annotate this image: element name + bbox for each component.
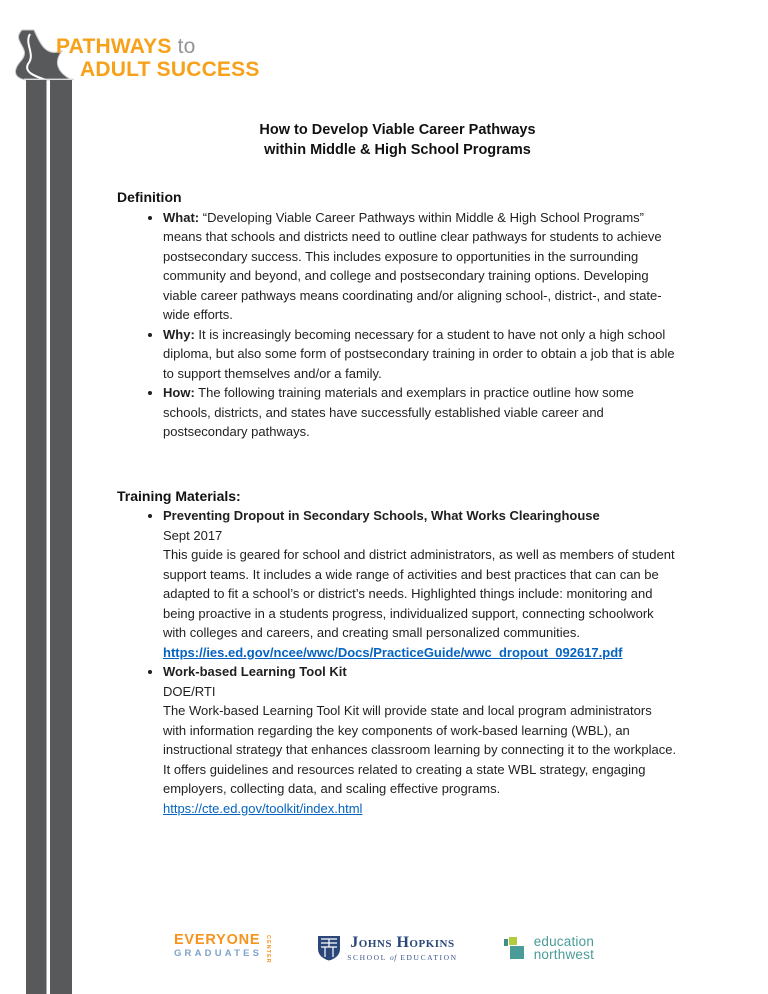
definition-bullet-what bbox=[163, 208, 678, 325]
of-label: of bbox=[390, 952, 397, 962]
northwest-label: northwest bbox=[533, 947, 595, 963]
brand-pathways: PATHWAYS bbox=[56, 35, 172, 58]
training-item-title: • Preventing Dropout in Secondary Schools, What Works Clearinghouse bbox=[163, 508, 600, 523]
bullet-label: What: bbox=[163, 209, 200, 225]
education-northwest-logo bbox=[504, 935, 594, 961]
everyone-graduates-text bbox=[174, 933, 262, 959]
center-label: CENTER bbox=[265, 935, 272, 964]
johns-hopkins-logo bbox=[317, 935, 457, 962]
toolkit-link[interactable]: https://cte.ed.gov/toolkit/index.html bbox=[163, 800, 363, 816]
brand-adult-success: ADULT SUCCESS bbox=[80, 58, 260, 81]
education-label: EDUCATION bbox=[400, 952, 458, 962]
practice-guide-link[interactable]: https://ies.ed.gov/ncee/wwc/Docs/PracticeGuide/wwc_dropout_092617.pdf bbox=[163, 644, 623, 660]
page-title-line2: within Middle & High School Programs bbox=[264, 142, 531, 158]
bullet-label: How: bbox=[163, 385, 195, 400]
training-item-work-based-learning bbox=[163, 662, 678, 818]
definition-bullet-how bbox=[163, 383, 678, 442]
johns-hopkins-shield-icon bbox=[317, 935, 341, 961]
johns-hopkins-name: Johns Hopkins bbox=[350, 933, 455, 951]
bullet-text: “Developing Viable Career Pathways within Middle & High School Programs” means that schools and districts need to outline clear pathways for students to achieve postsecondary success. This includes exposure to opportunities in the surrounding community and beyond, and college and postsecondary training options. Developing viable career pathways means coordinating and/or aligning school-, district-, and state-wide efforts. bbox=[163, 209, 662, 322]
document-content bbox=[117, 120, 678, 818]
school-of-education-label bbox=[347, 953, 457, 962]
brand-line-1 bbox=[56, 36, 260, 57]
definition-list bbox=[117, 208, 678, 442]
brand-wordmark bbox=[56, 36, 260, 80]
bullet-text: It is increasingly becoming necessary for a student to have not only a high school diploma, but also some form of postsecondary training in order to obtain a job that is able to support themselves and/or a family. bbox=[163, 326, 675, 381]
page-title bbox=[117, 120, 678, 160]
education-label: education bbox=[533, 934, 595, 950]
training-item-date: Sept 2017 bbox=[163, 527, 223, 543]
page-title-line1: How to Develop Viable Career Pathways bbox=[259, 122, 536, 138]
education-northwest-icon bbox=[504, 936, 528, 960]
bullet-label: Why: bbox=[163, 326, 195, 342]
bullet-text: The following training materials and exemplars in practice outline how some schools, districts, and states have successfully established viable career and postsecondary pathways. bbox=[163, 385, 634, 439]
training-materials-heading: Training Materials: bbox=[117, 487, 241, 504]
everyone-label: EVERYONE bbox=[173, 932, 261, 948]
training-item-description: The Work-based Learning Tool Kit will provide state and local program administrators with information regarding the key components of work-based learning (WBL), an instructional strategy that enhances classroom learning by connecting it to the workplace. It offers guidelines and resources related to creating a state WBL strategy, engaging employers, collecting data, and scaling effective programs. bbox=[163, 703, 677, 796]
definition-bullet-why bbox=[163, 325, 678, 384]
school-label: SCHOOL bbox=[347, 952, 387, 962]
footer-logos bbox=[0, 933, 768, 964]
everyone-graduates-logo bbox=[174, 933, 271, 964]
education-northwest-text bbox=[534, 935, 594, 961]
training-item-title: • Work-based Learning Tool Kit bbox=[163, 664, 347, 679]
training-item-description: This guide is geared for school and district administrators, as well as members of student support teams. It includes a wide range of activities and best practices that can can be adapted to fit a school’s or district’s needs. Highlighted things include: monitoring and being proactive in a students progress, individualized support, connecting schoolwork with colleges and careers, and creating small personalized communities. bbox=[163, 547, 675, 640]
road-lane-left bbox=[26, 80, 47, 994]
road-graphic bbox=[0, 28, 76, 994]
graduates-label: GRADUATES bbox=[173, 948, 263, 959]
johns-hopkins-text bbox=[347, 935, 457, 962]
road-lane-right bbox=[50, 80, 72, 994]
training-materials-list bbox=[117, 506, 678, 818]
training-item-source: DOE/RTI bbox=[163, 683, 216, 699]
definition-heading: Definition bbox=[117, 189, 182, 205]
brand-to: to bbox=[177, 35, 196, 58]
training-item-preventing-dropout bbox=[163, 506, 678, 662]
